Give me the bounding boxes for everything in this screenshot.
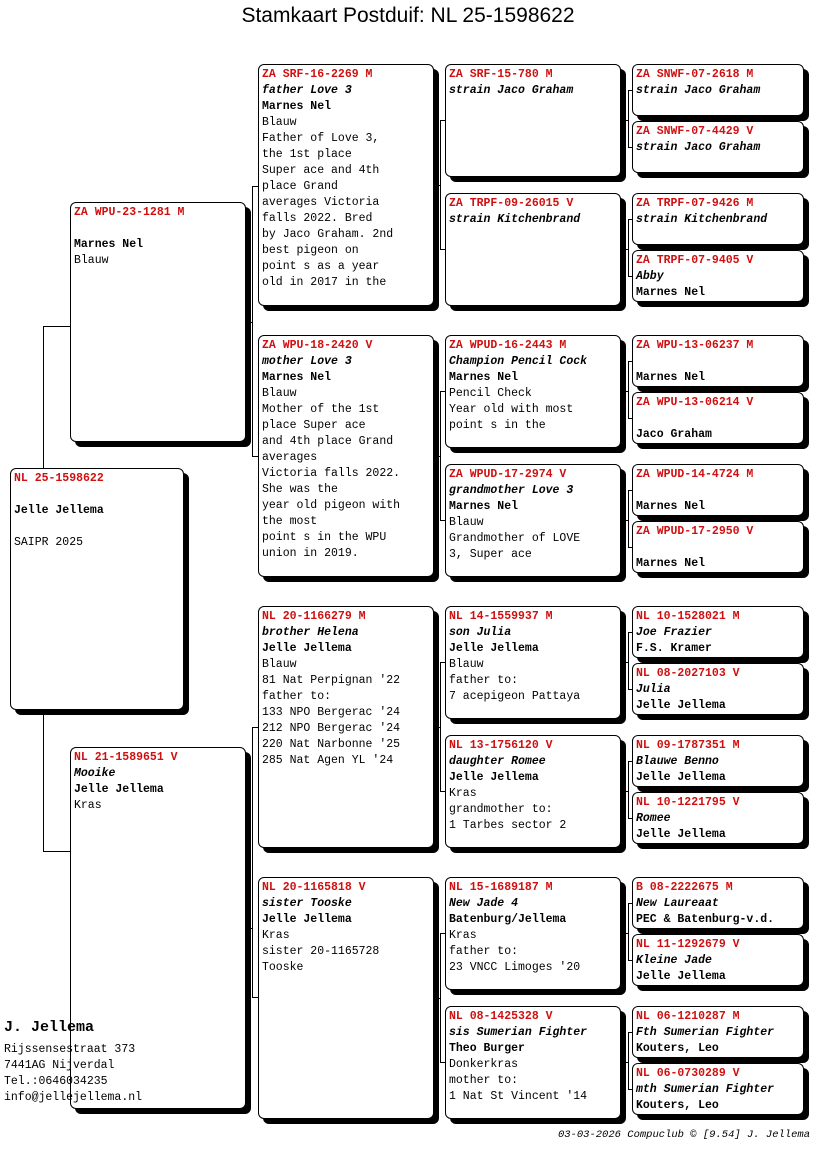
connector-line [43,851,70,852]
ring-number: ZA WPUD-16-2443 M [449,339,567,352]
pigeon-note: 23 VNCC Limoges '20 [449,961,581,974]
ring-number: ZA SRF-15-780 M [449,68,553,81]
pigeon-name: Joe Frazier [636,626,712,639]
pigeon-note: best pigeon on [262,244,359,257]
pigeon-owner: Theo Burger [449,1042,525,1055]
pigeon-note: place Grand [262,180,338,193]
spacer [636,483,800,499]
ring-number: NL 20-1165818 V [262,881,366,894]
pigeon-card-g4-14[interactable] [632,1006,804,1058]
ring-number: NL 13-1756120 V [449,739,553,752]
pigeon-card-g2-0[interactable] [258,64,434,306]
breeder-city: 7441AG Nijverdal [4,1059,115,1072]
connector-line [434,185,440,186]
pigeon-owner: PEC & Batenburg-v.d. [636,913,775,926]
connector-line [434,456,440,457]
breeder-info [4,1018,142,1106]
pigeon-name: Fth Sumerian Fighter [636,1026,775,1039]
pigeon-owner: Jelle Jellema [74,783,164,796]
connector-line [621,662,628,663]
pigeon-owner: Marnes Nel [636,371,706,384]
pigeon-color: Blauw [262,116,297,129]
spacer [636,540,800,556]
connector-line [621,520,628,521]
ring-number: ZA WPUD-14-4724 M [636,468,754,481]
pigeon-color: Blauw [449,516,484,529]
pigeon-name: mother Love 3 [262,355,352,368]
footer-credit: 03-03-2026 Compuclub © [9.54] J. Jellema [557,1129,810,1141]
pigeon-note: Super ace and 4th [262,164,380,177]
pigeon-card-g4-3[interactable] [632,250,804,302]
pigeon-color: Kras [449,787,477,800]
pigeon-note: 81 Nat Perpignan '22 [262,674,401,687]
ring-number: NL 20-1166279 M [262,610,366,623]
pigeon-card-g2-3[interactable] [258,877,434,1119]
pigeon-note: Mother of the 1st [262,403,380,416]
pigeon-card-g4-0[interactable] [632,64,804,116]
pigeon-name: strain Jaco Graham [636,141,761,154]
ring-number: NL 10-1221795 V [636,796,740,809]
pigeon-card-g3-3[interactable] [445,464,621,577]
pigeon-name: New Jade 4 [449,897,519,910]
connector-line [621,120,628,121]
pigeon-name: sis Sumerian Fighter [449,1026,588,1039]
pigeon-owner: F.S. Kramer [636,642,712,655]
ring-number: NL 21-1589651 V [74,751,178,764]
pigeon-owner: Kouters, Leo [636,1099,719,1112]
pigeon-card-g4-1[interactable] [632,121,804,173]
pigeon-note: averages [262,451,318,464]
pigeon-name: strain Kitchenbrand [449,213,581,226]
connector-line [628,1032,629,1089]
pigeon-card-g4-5[interactable] [632,392,804,444]
pigeon-card-g4-4[interactable] [632,335,804,387]
connector-line [43,326,70,327]
pigeon-owner: Jelle Jellema [262,913,352,926]
pigeon-card-g3-0[interactable] [445,64,621,177]
pigeon-name: strain Kitchenbrand [636,213,768,226]
pigeon-color: Blauw [262,387,297,400]
pigeon-color: Kras [74,799,102,812]
connector-line [628,632,629,689]
connector-line [621,1062,628,1063]
spacer [14,487,180,503]
pigeon-owner: Jelle Jellema [262,642,352,655]
pigeon-name: Julia [636,683,671,696]
pigeon-owner: Kouters, Leo [636,1042,719,1055]
pigeon-name: strain Jaco Graham [636,84,761,97]
connector-line [252,727,253,997]
pigeon-note: place Super ace [262,419,366,432]
ring-number: ZA WPUD-17-2974 V [449,468,567,481]
pigeon-note: Tooske [262,961,304,974]
breeder-phone: Tel.:0646034235 [4,1075,108,1088]
ring-number: NL 09-1787351 M [636,739,740,752]
pigeon-card-g2-2[interactable] [258,606,434,848]
pigeon-name: father Love 3 [262,84,352,97]
pigeon-card-g4-12[interactable] [632,877,804,929]
pigeon-note: grandmother to: [449,803,553,816]
pigeon-owner: Jelle Jellema [636,970,726,983]
connector-line [628,90,629,147]
pigeon-owner: Jelle Jellema [636,828,726,841]
connector-line [628,903,629,960]
pigeon-note: the 1st place [262,148,352,161]
ring-number: ZA WPU-13-06237 M [636,339,754,352]
pigeon-note: old in 2017 in the [262,276,387,289]
pigeon-note: 285 Nat Agen YL '24 [262,754,394,767]
pigeon-color: Pencil Check [449,387,532,400]
pigeon-name: Kleine Jade [636,954,712,967]
pigeon-owner: Jelle Jellema [14,504,104,517]
pigeon-owner: Jelle Jellema [636,771,726,784]
ring-number: NL 15-1689187 M [449,881,553,894]
pigeon-note: the most [262,515,318,528]
page-title: Stamkaart Postduif: NL 25-1598622 [241,4,575,27]
pigeon-note: 7 acepigeon Pattaya [449,690,581,703]
pigeon-color: Blauw [262,658,297,671]
pigeon-card-main[interactable] [10,468,184,710]
pigeon-owner: Marnes Nel [636,557,706,570]
spacer [74,221,242,237]
pigeon-note: 220 Nat Narbonne '25 [262,738,401,751]
connector-line [246,322,252,323]
pigeon-note: Year old with most [449,403,574,416]
connector-line [628,761,629,818]
connector-line [434,727,440,728]
ring-number: ZA TRPF-07-9405 V [636,254,754,267]
ring-number: NL 10-1528021 M [636,610,740,623]
connector-line [628,490,629,547]
ring-number: B 08-2222675 M [636,881,733,894]
pigeon-card-g4-10[interactable] [632,735,804,787]
pigeon-note: Father of Love 3, [262,132,380,145]
pigeon-card-g3-5[interactable] [445,735,621,848]
pigeon-note: SAIPR 2025 [14,536,84,549]
pigeon-name: brother Helena [262,626,359,639]
connector-line [621,791,628,792]
pigeon-card-g3-7[interactable] [445,1006,621,1119]
pigeon-owner: Batenburg/Jellema [449,913,567,926]
pigeon-note: father to: [449,945,519,958]
ring-number: ZA SNWF-07-4429 V [636,125,754,138]
pigeon-owner: Jelle Jellema [636,699,726,712]
ring-number: ZA WPUD-17-2950 V [636,525,754,538]
connector-line [440,120,441,249]
pigeon-name: New Laureaat [636,897,719,910]
pigeon-note: by Jaco Graham. 2nd [262,228,394,241]
pigeon-card-g4-2[interactable] [632,193,804,245]
pigeon-owner: Jaco Graham [636,428,712,441]
spacer [14,519,180,535]
ring-number: NL 25-1598622 [14,472,104,485]
pigeon-note: averages Victoria [262,196,380,209]
pigeon-note: 1 Nat St Vincent '14 [449,1090,588,1103]
pigeon-note: father to: [449,674,519,687]
breeder-address: Rijssensestraat 373 [4,1043,136,1056]
pigeon-note: point s as a year [262,260,380,273]
pigeon-note: union in 2019. [262,547,359,560]
pigeon-card-g3-1[interactable] [445,193,621,306]
pigeon-card-g3-4[interactable] [445,606,621,719]
pigeon-owner: Marnes Nel [449,371,519,384]
connector-line [621,391,628,392]
pigeon-owner: Marnes Nel [636,286,706,299]
pigeon-owner: Marnes Nel [449,500,519,513]
ring-number: NL 08-2027103 V [636,667,740,680]
pigeon-note: falls 2022. Bred [262,212,373,225]
ring-number: ZA WPU-13-06214 V [636,396,754,409]
pigeon-color: Kras [262,929,290,942]
pigeon-card-g4-13[interactable] [632,934,804,986]
ring-number: NL 14-1559937 M [449,610,553,623]
connector-line [252,186,253,456]
breeder-email: info@jellejellema.nl [4,1091,143,1104]
connector-line [621,933,628,934]
pigeon-note: She was the [262,483,338,496]
pigeon-card-g4-7[interactable] [632,521,804,573]
spacer [636,354,800,370]
pigeon-note: Grandmother of LOVE [449,532,581,545]
ring-number: NL 06-1210287 M [636,1010,740,1023]
pigeon-note: 3, Super ace [449,548,532,561]
pigeon-owner: Marnes Nel [74,238,144,251]
pigeon-card-g4-11[interactable] [632,792,804,844]
ring-number: NL 11-1292679 V [636,938,740,951]
pigeon-name: son Julia [449,626,512,639]
ring-number: NL 08-1425328 V [449,1010,553,1023]
spacer [636,411,800,427]
pigeon-note: point s in the [449,419,546,432]
pigeon-card-g4-8[interactable] [632,606,804,658]
connector-line [621,249,628,250]
pigeon-note: sister 20-1165728 [262,945,380,958]
connector-line [628,361,629,418]
connector-line [440,662,441,791]
ring-number: ZA TRPF-07-9426 M [636,197,754,210]
pigeon-name: Abby [636,270,664,283]
ring-number: ZA WPU-18-2420 V [262,339,373,352]
pigeon-color: Blauw [74,254,109,267]
ring-number: ZA TRPF-09-26015 V [449,197,574,210]
pigeon-note: 133 NPO Bergerac '24 [262,706,401,719]
pigeon-name: grandmother Love 3 [449,484,574,497]
pigeon-color: Kras [449,929,477,942]
pigeon-owner: Marnes Nel [262,371,332,384]
pigeon-note: 212 NPO Bergerac '24 [262,722,401,735]
pigeon-note: year old pigeon with [262,499,401,512]
pigeon-name: Champion Pencil Cock [449,355,588,368]
pigeon-card-g4-15[interactable] [632,1063,804,1115]
pigeon-name: strain Jaco Graham [449,84,574,97]
pigeon-name: Romee [636,812,671,825]
connector-line [440,391,441,520]
connector-line [434,998,440,999]
pigeon-card-g3-6[interactable] [445,877,621,990]
connector-line [440,933,441,1062]
pigeon-name: Mooike [74,767,116,780]
pigeon-note: father to: [262,690,332,703]
pigeon-card-g2-1[interactable] [258,335,434,577]
pigeon-color: Donkerkras [449,1058,519,1071]
ring-number: NL 06-0730289 V [636,1067,740,1080]
pigeon-card-g1-0[interactable] [70,202,246,442]
breeder-name: J. Jellema [4,1019,95,1036]
pigeon-name: Blauwe Benno [636,755,719,768]
pigeon-color: Blauw [449,658,484,671]
ring-number: ZA SRF-16-2269 M [262,68,373,81]
pigeon-owner: Marnes Nel [636,500,706,513]
pigeon-note: Victoria falls 2022. [262,467,401,480]
pigeon-name: sister Tooske [262,897,352,910]
ring-number: ZA SNWF-07-2618 M [636,68,754,81]
pigeon-note: point s in the WPU [262,531,387,544]
ring-number: ZA WPU-23-1281 M [74,206,185,219]
pigeon-name: daughter Romee [449,755,546,768]
pigeon-card-g3-2[interactable] [445,335,621,448]
connector-line [628,219,629,276]
pigeon-card-g4-9[interactable] [632,663,804,715]
pigeon-note: and 4th place Grand [262,435,394,448]
connector-line [246,928,252,929]
pigeon-owner: Jelle Jellema [449,771,539,784]
pigeon-note: 1 Tarbes sector 2 [449,819,567,832]
pigeon-owner: Marnes Nel [262,100,332,113]
pigeon-name: mth Sumerian Fighter [636,1083,775,1096]
pigeon-card-g4-6[interactable] [632,464,804,516]
pigeon-note: mother to: [449,1074,519,1087]
pigeon-owner: Jelle Jellema [449,642,539,655]
